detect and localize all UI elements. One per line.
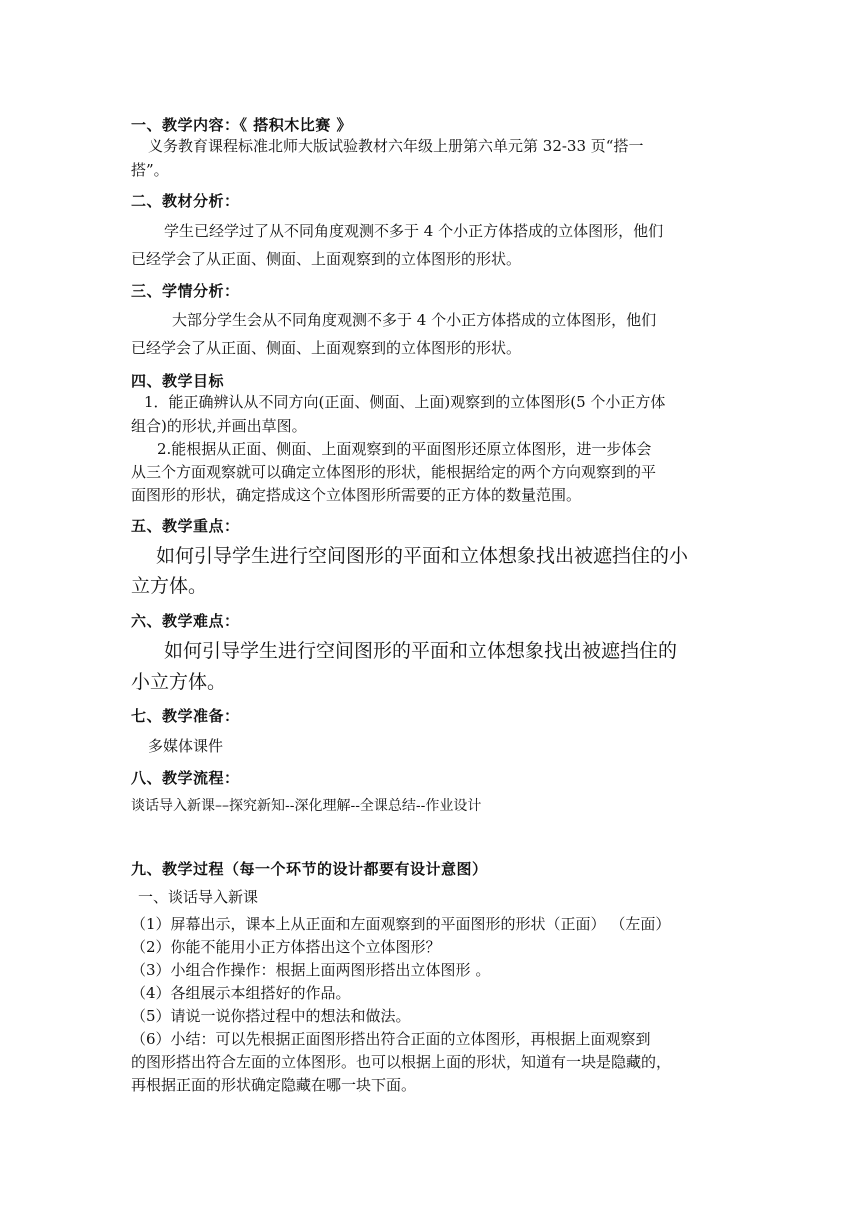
section-1-line-2: 搭”。 bbox=[131, 161, 169, 179]
section-8-heading: 八、教学流程： bbox=[131, 769, 240, 787]
section-9-item-1: （1）屏幕出示，课本上从正面和左面观察到的平面图形的形状（正面） （左面） bbox=[131, 915, 671, 933]
section-7-heading: 七、教学准备： bbox=[131, 707, 240, 725]
section-5-line-1: 如何引导学生进行空间图形的平面和立体想象找出被遮挡住的小 bbox=[156, 545, 689, 567]
section-4-line-5: 面图形的形状，确定搭成这个立体图形所需要的正方体的数量范围。 bbox=[131, 486, 582, 504]
section-3-heading: 三、学情分析： bbox=[131, 282, 240, 300]
section-6-heading: 六、教学难点： bbox=[131, 612, 240, 630]
section-9-item-4: （4）各组展示本组搭好的作品。 bbox=[131, 984, 351, 1002]
section-3-line-2: 已经学会了从正面、侧面、上面观察到的立体图形的形状。 bbox=[131, 339, 522, 357]
section-3-line-1: 大部分学生会从不同角度观测不多于 4 个小正方体搭成的立体图形，他们 bbox=[172, 311, 657, 329]
section-4-line-4: 从三个方面观察就可以确定立体图形的形状，能根据给定的两个方向观察到的平 bbox=[131, 463, 657, 481]
section-7-line-1: 多媒体课件 bbox=[148, 737, 224, 755]
section-4-line-1: 1．能正确辨认从不同方向(正面、侧面、上面)观察到的立体图形(5 个小正方体 bbox=[144, 393, 666, 411]
section-6-line-1: 如何引导学生进行空间图形的平面和立体想象找出被遮挡住的 bbox=[164, 640, 678, 662]
section-1-heading: 一、教学内容：《 搭积木比赛 》 bbox=[131, 116, 352, 134]
section-5-heading: 五、教学重点： bbox=[131, 517, 240, 535]
section-4-line-3: 2.能根据从正面、侧面、上面观察到的平面图形还原立体图形，进一步体会 bbox=[157, 440, 652, 458]
section-5-line-2: 立方体。 bbox=[131, 575, 208, 597]
section-9-item-6-line-2: 的图形搭出符合左面的立体图形。也可以根据上面的形状，知道有一块是隐藏的， bbox=[131, 1053, 672, 1071]
section-1-line-1: 义务教育课程标准北师大版试验教材六年级上册第六单元第 32-33 页“搭一 bbox=[148, 137, 644, 155]
section-2-heading: 二、教材分析： bbox=[131, 192, 240, 210]
section-6-line-2: 小立方体。 bbox=[131, 671, 227, 693]
section-8-line-1: 谈话导入新课––探究新知--深化理解--全课总结--作业设计 bbox=[131, 798, 482, 814]
section-4-line-2: 组合)的形状,并画出草图。 bbox=[131, 417, 307, 435]
section-9-heading: 九、教学过程（每一个环节的设计都要有设计意图） bbox=[131, 860, 488, 878]
section-4-heading: 四、教学目标 bbox=[131, 372, 225, 390]
section-9-item-5: （5）请说一说你搭过程中的想法和做法。 bbox=[131, 1007, 411, 1025]
section-2-line-1: 学生已经学过了从不同角度观测不多于 4 个小正方体搭成的立体图形，他们 bbox=[164, 222, 664, 240]
section-9-item-6-line-1: （6）小结：可以先根据正面图形搭出符合正面的立体图形，再根据上面观察到 bbox=[131, 1030, 651, 1048]
section-9-item-3: （3）小组合作操作：根据上面两图形搭出立体图形 。 bbox=[131, 961, 491, 979]
section-2-line-2: 已经学会了从正面、侧面、上面观察到的立体图形的形状。 bbox=[131, 250, 522, 268]
section-9-item-6-line-3: 再根据正面的形状确定隐藏在哪一块下面。 bbox=[131, 1076, 417, 1094]
section-9-subheading: 一、谈话导入新课 bbox=[138, 888, 259, 906]
section-9-item-2: （2）你能不能用小正方体搭出这个立体图形？ bbox=[131, 938, 441, 956]
